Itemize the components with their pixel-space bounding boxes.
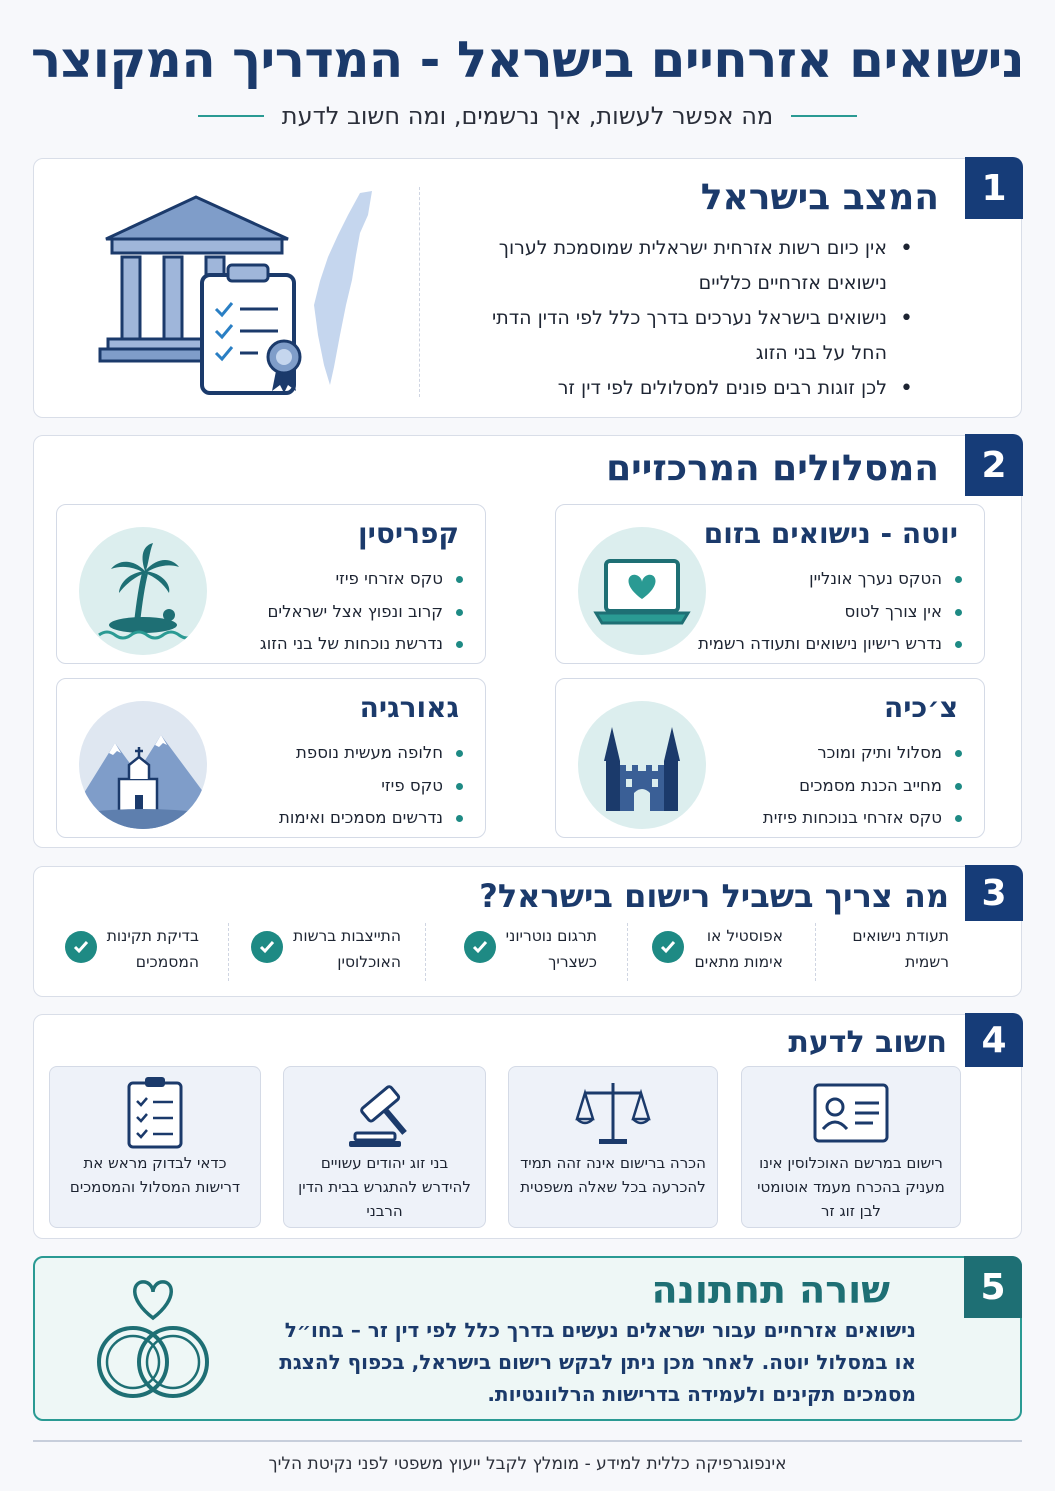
section-number-badge: 3 (965, 865, 1023, 921)
route-title: צ׳כיה (883, 691, 958, 724)
route-feature: נדרש רישיון נישואים ותעודה רשמית (698, 628, 962, 661)
route-card-czech (555, 678, 985, 838)
route-feature: אין צורך לטוס (698, 596, 962, 629)
subtitle-row (0, 102, 1055, 130)
tip-text: כדאי לבדוק מראש את דרישות המסלול והמסמכים (69, 1154, 241, 1196)
requirement-line: התייצבות ברשות (293, 927, 401, 945)
section-number-badge: 5 (964, 1256, 1022, 1318)
section-important (33, 1014, 1022, 1239)
section-title: מה צריך בשביל רישום בישראל? (479, 877, 949, 915)
tip-text: בני זוג יהודים עשויים להידרש להתגרש בבית הדין הרבני (298, 1154, 471, 1220)
route-feature: טקס אזרחי פיזי (260, 563, 463, 596)
castle-icon (578, 701, 706, 829)
requirement-item (251, 923, 401, 979)
requirement-item (652, 923, 783, 979)
route-features (763, 737, 962, 835)
page-subtitle: מה אפשר לעשות, איך נרשמים, ומה חשוב לדעת (281, 102, 774, 130)
section-routes (33, 435, 1022, 848)
route-feature: הטקס נערך אונליין (698, 563, 962, 596)
bullet-item: • לכן זוגות רבים פונים למסלולים לפי דין זר (463, 371, 913, 406)
mountain-church-icon (79, 701, 207, 829)
route-title: יוטה - נישואים בזום (703, 517, 958, 550)
israel-map-icon (314, 191, 372, 385)
requirement-line: האוכלוסין (337, 953, 401, 971)
route-feature: מחייב הכנת מסמכים (763, 770, 962, 803)
dashed-divider (425, 923, 426, 981)
footer-divider (33, 1440, 1022, 1442)
bottom-line-text: נישואים אזרחיים עבור ישראלים נעשים בדרך כלל לפי דין זר – בחו״ל או במסלול יוטה. לאחר מכן ניתן לבקש רישום בישראל, בכפוף להצגת מסמכים תקינים ולעמידה בדרישות הרלוונטיות. (279, 1318, 916, 1406)
route-feature: מסלול ותיק ומוכר (763, 737, 962, 770)
check-icon (65, 931, 97, 963)
gavel-icon (345, 1075, 425, 1151)
section-title: המסלולים המרכזיים (606, 448, 939, 489)
route-features (260, 563, 463, 661)
route-feature: קרוב ונפוץ אצל ישראלים (260, 596, 463, 629)
clipboard-icon (115, 1075, 195, 1151)
route-card-utah (555, 504, 985, 664)
requirement-item (464, 923, 597, 979)
tip-card (49, 1066, 261, 1228)
requirement-line: אימות מתאים (694, 953, 783, 971)
id-card-icon (811, 1075, 891, 1151)
tip-card (741, 1066, 961, 1228)
requirement-line: אפוסטיל או (706, 927, 783, 945)
requirement-item (65, 923, 199, 979)
requirement-line: תעודת נישואים (852, 927, 949, 945)
route-card-georgia (56, 678, 486, 838)
check-icon (464, 931, 496, 963)
section-title: שורה תחתונה (651, 1268, 890, 1312)
route-feature: טקס אזרחי בנוכחות פיזית (763, 802, 962, 835)
wedding-rings-heart-icon (87, 1276, 219, 1406)
section-situation (33, 158, 1022, 418)
bullet-item: • נישואים בישראל נערכים בדרך כלל לפי הדין הדתי החל על בני הזוג (463, 301, 913, 371)
requirement-line: רשמית (905, 953, 949, 971)
requirement-item (852, 923, 949, 979)
section-title: המצב בישראל (700, 177, 939, 218)
requirement-line: כשצריך (548, 953, 597, 971)
dashed-divider (419, 187, 420, 397)
section-title: חשוב לדעת (788, 1025, 947, 1060)
route-features (279, 737, 463, 835)
court-document-illustration (98, 185, 388, 395)
palm-island-icon (79, 527, 207, 655)
route-title: גאורגיה (359, 691, 459, 724)
dashed-divider (228, 923, 229, 981)
requirement-line: בדיקת תקינות (106, 927, 199, 945)
dashed-divider (815, 923, 816, 981)
route-feature: טקס פיזי (279, 770, 463, 803)
footer-disclaimer: אינפוגרפיקה כללית למידע - מומלץ לקבל ייעוץ משפטי לפני נקיטת הליך (268, 1454, 787, 1474)
check-icon (652, 931, 684, 963)
section-number-badge: 2 (965, 434, 1023, 496)
route-title: קפריסין (357, 517, 459, 550)
scales-icon (573, 1075, 653, 1151)
dashed-divider (627, 923, 628, 981)
section-number-badge: 1 (965, 157, 1023, 219)
route-feature: נדרשים מסמכים ואימות (279, 802, 463, 835)
route-feature: חלופה מעשית נוספת (279, 737, 463, 770)
subtitle-divider-left (198, 115, 264, 117)
page-title: נישואים אזרחיים בישראל - המדריך המקוצר (30, 31, 1025, 89)
tip-card (283, 1066, 486, 1228)
tip-text: רישום במרשם האוכלוסין אינו מעניק בהכרח מעמד אוטומטי לבן זוג זר (757, 1154, 945, 1220)
route-features (698, 563, 962, 661)
header (0, 22, 1055, 130)
route-feature: נדרשת נוכחות של בני הזוג (260, 628, 463, 661)
section-number-badge: 4 (965, 1013, 1023, 1067)
section-bottom-line (33, 1256, 1022, 1421)
requirement-line: תרגום נוטריוני (505, 927, 597, 945)
laptop-heart-icon (578, 527, 706, 655)
check-icon (251, 931, 283, 963)
subtitle-divider-right (791, 115, 857, 117)
route-card-cyprus (56, 504, 486, 664)
situation-bullets (463, 231, 913, 406)
bullet-item: • אין כיום רשות אזרחית ישראלית שמוסמכת לערוך נישואים אזרחיים כלליים (463, 231, 913, 301)
requirement-line: המסמכים (135, 953, 199, 971)
tip-card (508, 1066, 718, 1228)
section-requirements (33, 866, 1022, 997)
tip-text: הכרה ברישום אינה זהה תמיד להכרעה בכל שאלה משפטית (520, 1154, 706, 1196)
